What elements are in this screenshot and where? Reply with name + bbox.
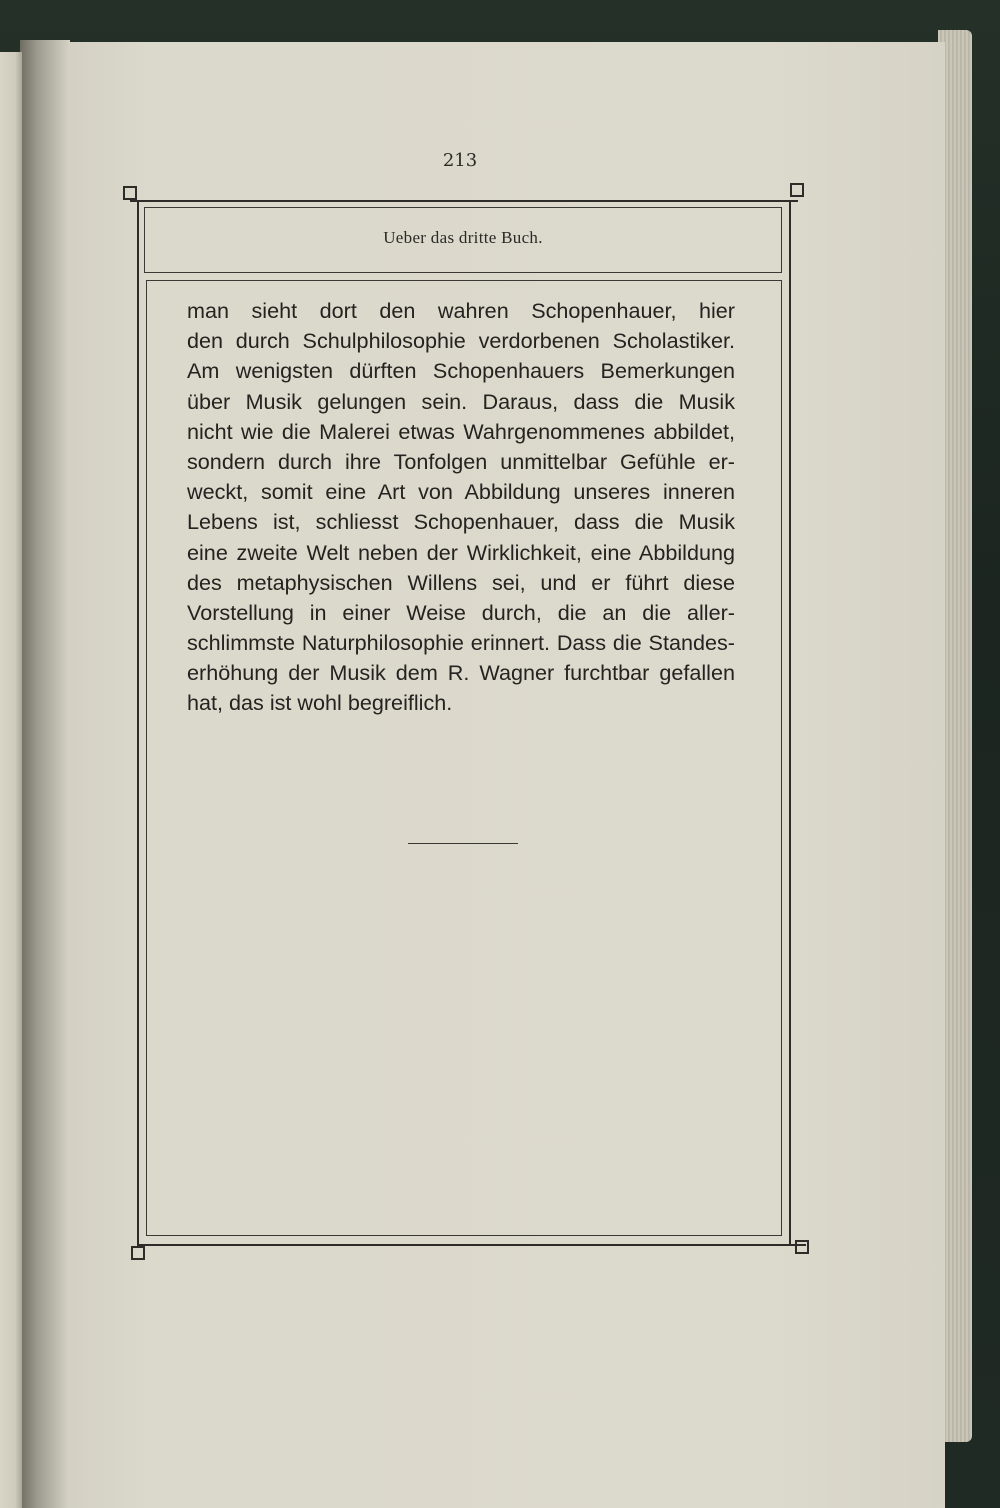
text-line: nicht wie die Malerei etwas Wahrgenommenes abbildet, — [187, 418, 735, 444]
text-line: Vorstellung in einer Weise durch, die an die aller- — [187, 599, 735, 625]
text-line: über Musik gelungen sein. Daraus, dass die Musik — [187, 388, 735, 414]
section-end-rule — [408, 843, 518, 844]
text-line: des metaphysischen Willens sei, und er führt diese — [187, 569, 735, 595]
frame-corner-bottom-right — [795, 1240, 809, 1254]
frame-top-line — [130, 200, 798, 202]
text-line: man sieht dort den wahren Schopenhauer, hier — [187, 298, 735, 323]
running-head: Ueber das dritte Buch. — [383, 228, 543, 247]
frame-right-line — [789, 200, 791, 1246]
book-gutter — [20, 40, 70, 1508]
text-line: hat, das ist wohl begreiflich. — [187, 690, 453, 716]
text-line: schlimmste Naturphilosophie erinnert. Dass die Standes- — [187, 630, 735, 656]
text-line: Am wenigsten dürften Schopenhauers Bemerkungen — [187, 358, 735, 384]
text-line: Lebens ist, schliesst Schopenhauer, dass die Musik — [187, 509, 735, 535]
text-line: weckt, somit eine Art von Abbildung unseres inneren — [187, 479, 735, 505]
frame-corner-top-right — [790, 183, 804, 197]
frame-bottom-line — [138, 1244, 806, 1246]
text-line: den durch Schulphilosophie verdorbenen Scholastiker. — [187, 328, 735, 354]
facing-page-edge — [0, 52, 22, 1508]
frame-corner-bottom-left — [131, 1246, 145, 1260]
frame-left-line — [137, 200, 139, 1246]
frame-corner-top-left — [123, 186, 137, 200]
page-number: 213 — [442, 150, 478, 171]
text-line: eine zweite Welt neben der Wirklichkeit, eine Abbildung — [187, 539, 735, 565]
text-line: erhöhung der Musik dem R. Wagner furchtbar gefallen — [187, 660, 735, 686]
text-line: sondern durch ihre Tonfolgen unmittelbar Gefühle er- — [187, 448, 735, 474]
body-paragraph — [187, 296, 735, 719]
